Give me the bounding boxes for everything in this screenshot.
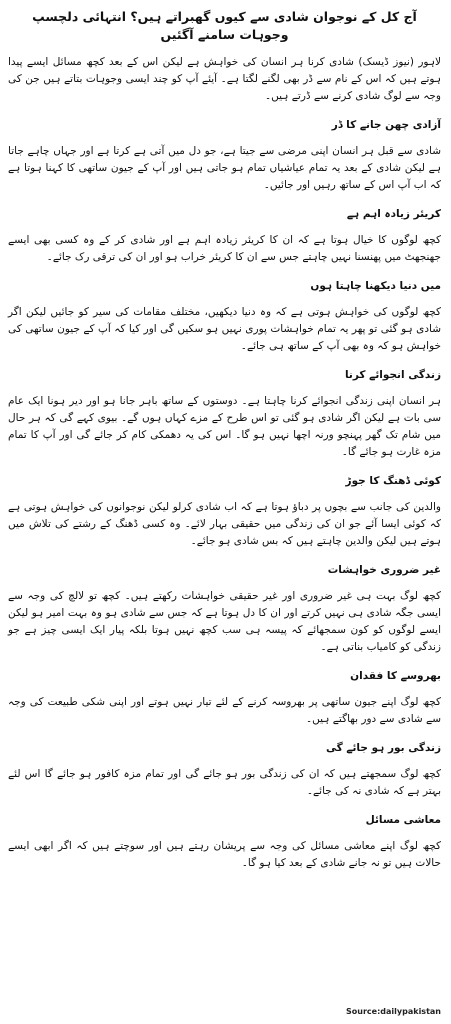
section-body-unrealistic-wishes: کچھ لوگ بہت ہی غیر ضروری اور غیر حقیقی خواہشات رکھتے ہیں۔ کچھ تو لالچ کی وجہ سے ایسی جگہ شادی ہی نہیں کرتے اور ان کا دل ہوتا ہے کہ جس سے شادی ہو وہ بہت امیر ہو لیکن ایسے لوگوں کو کون سمجھائے کہ پیسہ ہی سب کچھ نہیں ہوتا بلکہ پیار ایک ایسی چیز ہے جو زندگی کو کامیاب بناتی ہے۔ [8,590,441,653]
article-intro: لاہور (نیوز ڈیسک) شادی کرنا ہر انسان کی خواہش ہے لیکن اس کے بعد کچھ مسائل ایسے پیدا ہوتے ہیں کہ اس کے نام سے ڈر بھی لگنے لگتا ہے۔ آیئے آپ کو چند ایسی وجوہات بتاتے ہیں جن کی وجہ سے لوگ شادی کرنے سے ڈرتے ہیں۔ [8,56,441,102]
section-body-trust: کچھ لوگ اپنے جیون ساتھی پر بھروسہ کرنے کے لئے تیار نہیں ہوتے اور اپنی شکی طبیعت کی وجہ سے شادی سے دور بھاگتے ہیں۔ [8,696,441,725]
section-heading-unrealistic-wishes: غیر ضروری خواہشات [327,564,441,576]
section-heading-freedom: آزادی چھن جانے کا ڈر [331,119,441,131]
section-body-suitable-match: والدین کی جانب سے بچوں پر دباؤ ہوتا ہے کہ اب شادی کرلو لیکن نوجوانوں کی خواہش ہوتی ہے کہ کوئی ایسا آئے جو ان کی زندگی میں حقیقی بہار لائے۔ وہ کسی ڈھنگ کے رشتے کی تلاش میں ہوتے ہیں لیکن والدین چاہتے ہیں کہ بس شادی ہو جائے۔ [8,501,441,547]
section-heading-economic-issues: معاشی مسائل [365,814,441,826]
section-heading-travel: میں دنیا دیکھنا چاہتا ہوں [310,280,441,292]
section-body-economic-issues: کچھ لوگ اپنے معاشی مسائل کی وجہ سے پریشان رہتے ہیں اور سوچتے ہیں کہ اگر ابھی ایسے حالات ہیں تو نہ جانے شادی کے بعد کیا ہو گا۔ [8,840,441,869]
section-heading-suitable-match: کوئی ڈھنگ کا جوڑ [345,475,441,487]
article-title: آج کل کے نوجوان شادی سے کیوں گھبراتے ہیں؟ انتہائی دلچسپ وجوہات سامنے آگئیں [32,9,417,42]
section-heading-boring-life: زندگی بور ہو جائے گی [325,742,441,754]
section-body-travel: کچھ لوگوں کی خواہش ہوتی ہے کہ وہ دنیا دیکھیں، مختلف مقامات کی سیر کو جائیں لیکن اگر شادی ہو گئی تو پھر یہ تمام خواہشات پوری نہیں ہو سکیں گی اور کیا کہ آپ کے جیون ساتھی کی خواہش ہو کہ وہ بھی آپ کے ساتھ ہی جائے۔ [8,306,441,352]
section-heading-career: کریئر زیادہ اہم ہے [346,208,441,220]
source-credit: Source:dailypakistan [346,1007,441,1016]
section-heading-enjoy-life: زندگی انجوائے کرنا [344,369,441,381]
section-body-boring-life: کچھ لوگ سمجھتے ہیں کہ ان کی زندگی بور ہو جائے گی اور تمام مزہ کافور ہو جائے گا اس لئے بہتر ہے کہ شادی نہ کی جائے۔ [8,768,441,797]
section-body-freedom: شادی سے قبل ہر انسان اپنی مرضی سے جیتا ہے، جو دل میں آتی ہے کرتا ہے اور جہاں چاہے جاتا ہے لیکن شادی کے بعد یہ تمام عیاشیاں تمام ہو جاتی ہیں اور آپ کے جیون ساتھی کا کہنا ہوتا ہے کہ اب آپ اس کے ساتھ رہیں اور جائیں۔ [8,145,441,191]
section-body-career: کچھ لوگوں کا خیال ہوتا ہے کہ ان کا کریئر زیادہ اہم ہے اور شادی کر کے وہ کسی بھی ایسے جھنجھٹ میں پھنسنا نہیں چاہتے جس سے ان کا کریئر خراب ہو اور ان کی ترقی رک جائے۔ [8,234,441,263]
section-heading-trust: بھروسے کا فقدان [350,670,441,682]
section-body-enjoy-life: ہر انسان اپنی زندگی انجوائے کرنا چاہتا ہے۔ دوستوں کے ساتھ باہر جانا ہو اور دیر ہونا ایک عام سی بات ہے لیکن اگر شادی ہو گئی تو اس طرح کے مزے کہاں ہوں گے۔ بیوی کہے گی کہ ہر حال میں شام تک گھر پہنچو ورنہ اچھا نہیں ہو گا۔ اس کی یہ دھمکی کام کر جائے گی اور آپ کا تمام مزہ غارت ہو جائے گا۔ [8,395,441,458]
